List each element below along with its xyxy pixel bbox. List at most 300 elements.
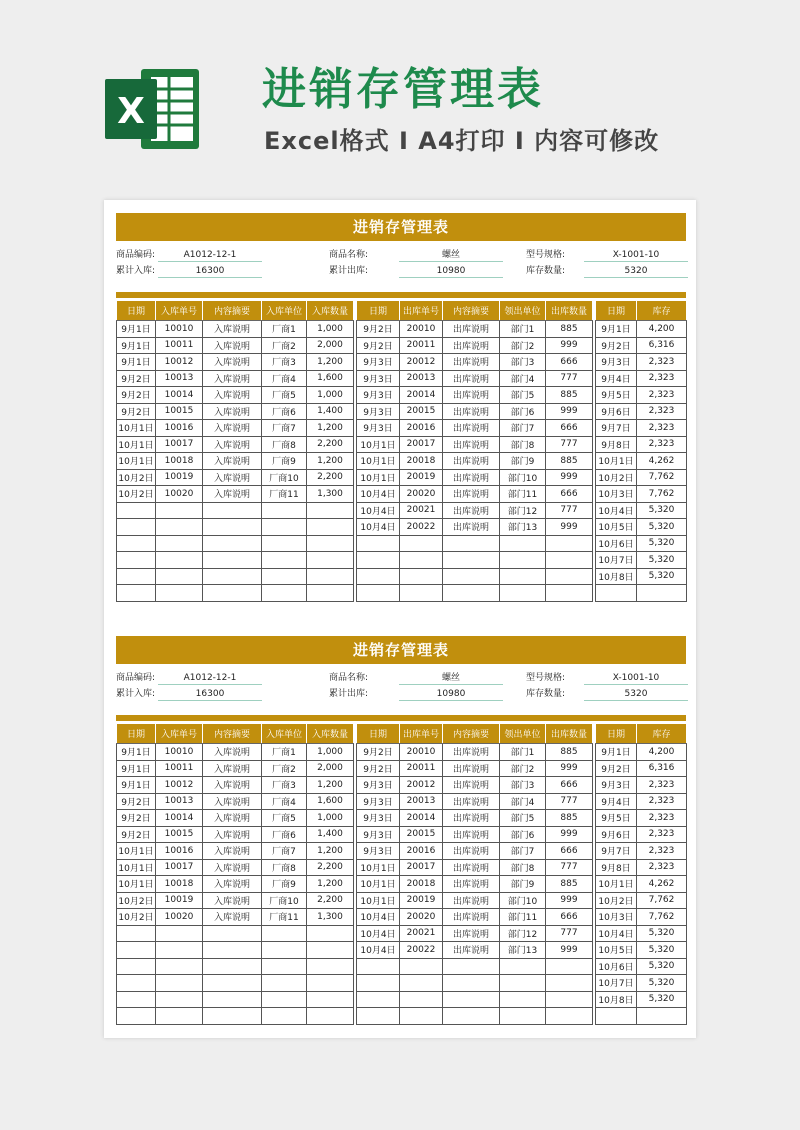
cell-department[interactable]: 部门11 [500, 486, 546, 503]
cell-stock[interactable]: 7,762 [637, 909, 687, 926]
cell-stock[interactable]: 5,320 [637, 925, 687, 942]
cell-date[interactable] [117, 991, 156, 1008]
cell-out-no[interactable]: 20016 [400, 843, 443, 860]
cell-summary[interactable]: 入库说明 [203, 420, 262, 437]
cell-out-no[interactable]: 20019 [400, 469, 443, 486]
cell-in-no[interactable]: 10017 [156, 436, 203, 453]
cell-supplier[interactable]: 厂商9 [262, 453, 307, 470]
cell-date[interactable]: 10月4日 [357, 942, 400, 959]
cell-stock[interactable]: 4,200 [637, 744, 687, 761]
cell-out-qty[interactable]: 777 [546, 370, 593, 387]
cell-date[interactable]: 10月1日 [357, 436, 400, 453]
cell-out-qty[interactable]: 666 [546, 843, 593, 860]
cell-summary[interactable]: 出库说明 [443, 777, 500, 794]
cell-in-qty[interactable]: 1,300 [307, 486, 354, 503]
cell-date[interactable] [117, 585, 156, 602]
name-value[interactable]: 螺丝 [399, 672, 503, 685]
cell-out-qty[interactable] [546, 585, 593, 602]
cell-supplier[interactable] [262, 958, 307, 975]
cell-out-no[interactable]: 20017 [400, 859, 443, 876]
cell-summary[interactable]: 出库说明 [443, 469, 500, 486]
cell-department[interactable]: 部门7 [500, 843, 546, 860]
cell-out-qty[interactable]: 999 [546, 519, 593, 536]
cell-date[interactable]: 9月3日 [596, 354, 637, 371]
cell-summary[interactable] [203, 958, 262, 975]
cell-out-no[interactable]: 20010 [400, 744, 443, 761]
cell-supplier[interactable] [262, 519, 307, 536]
cell-date[interactable] [117, 502, 156, 519]
cell-date[interactable]: 10月5日 [596, 942, 637, 959]
cell-department[interactable]: 部门9 [500, 453, 546, 470]
cell-date[interactable]: 9月3日 [357, 403, 400, 420]
cell-stock[interactable]: 2,323 [637, 354, 687, 371]
cell-date[interactable]: 10月1日 [357, 859, 400, 876]
cell-in-qty[interactable]: 1,400 [307, 403, 354, 420]
cell-supplier[interactable]: 厂商1 [262, 744, 307, 761]
cell-in-qty[interactable] [307, 958, 354, 975]
cell-date[interactable]: 9月1日 [117, 321, 156, 338]
cell-out-no[interactable]: 20013 [400, 370, 443, 387]
cell-out-qty[interactable]: 999 [546, 892, 593, 909]
cell-in-no[interactable] [156, 958, 203, 975]
cell-summary[interactable]: 出库说明 [443, 909, 500, 926]
cell-out-qty[interactable]: 666 [546, 909, 593, 926]
cell-in-qty[interactable]: 1,400 [307, 826, 354, 843]
cell-in-qty[interactable]: 2,200 [307, 436, 354, 453]
cell-summary[interactable]: 入库说明 [203, 370, 262, 387]
cell-out-qty[interactable]: 885 [546, 321, 593, 338]
cell-in-no[interactable] [156, 519, 203, 536]
cell-date[interactable]: 9月4日 [596, 793, 637, 810]
cell-summary[interactable] [443, 535, 500, 552]
cell-out-no[interactable]: 20017 [400, 436, 443, 453]
cell-out-qty[interactable]: 666 [546, 354, 593, 371]
cell-stock[interactable]: 5,320 [637, 535, 687, 552]
cell-out-qty[interactable]: 777 [546, 925, 593, 942]
cell-summary[interactable]: 出库说明 [443, 502, 500, 519]
cell-date[interactable]: 10月7日 [596, 975, 637, 992]
cell-date[interactable]: 9月2日 [357, 337, 400, 354]
cell-out-qty[interactable]: 999 [546, 942, 593, 959]
cell-supplier[interactable] [262, 1008, 307, 1025]
cell-out-no[interactable]: 20020 [400, 909, 443, 926]
cell-in-no[interactable] [156, 942, 203, 959]
cell-date[interactable]: 9月3日 [357, 810, 400, 827]
cell-out-no[interactable] [400, 535, 443, 552]
cell-date[interactable]: 10月1日 [117, 436, 156, 453]
cell-supplier[interactable] [262, 925, 307, 942]
name-value[interactable]: 螺丝 [399, 249, 503, 262]
cell-in-no[interactable]: 10013 [156, 793, 203, 810]
cell-date[interactable] [357, 991, 400, 1008]
cell-supplier[interactable] [262, 502, 307, 519]
cell-date[interactable] [117, 552, 156, 569]
cell-out-no[interactable] [400, 585, 443, 602]
cell-summary[interactable]: 出库说明 [443, 337, 500, 354]
cell-stock[interactable]: 2,323 [637, 777, 687, 794]
cell-date[interactable]: 10月3日 [596, 486, 637, 503]
cell-date[interactable]: 9月1日 [117, 777, 156, 794]
cell-stock[interactable]: 6,316 [637, 760, 687, 777]
cell-in-no[interactable]: 10017 [156, 859, 203, 876]
cell-department[interactable] [500, 958, 546, 975]
cell-in-qty[interactable] [307, 1008, 354, 1025]
cell-supplier[interactable]: 厂商6 [262, 826, 307, 843]
cell-in-no[interactable]: 10018 [156, 453, 203, 470]
cell-supplier[interactable]: 厂商2 [262, 337, 307, 354]
cell-in-qty[interactable] [307, 519, 354, 536]
cell-in-qty[interactable] [307, 535, 354, 552]
cell-in-no[interactable]: 10020 [156, 486, 203, 503]
cell-date[interactable]: 10月1日 [596, 876, 637, 893]
cell-summary[interactable]: 出库说明 [443, 744, 500, 761]
cell-stock[interactable]: 4,262 [637, 453, 687, 470]
in-total-value[interactable]: 16300 [158, 688, 262, 701]
cell-summary[interactable] [203, 502, 262, 519]
cell-stock[interactable]: 2,323 [637, 420, 687, 437]
cell-out-qty[interactable]: 666 [546, 420, 593, 437]
cell-summary[interactable]: 入库说明 [203, 810, 262, 827]
cell-date[interactable]: 9月2日 [117, 810, 156, 827]
cell-date[interactable] [596, 1008, 637, 1025]
cell-summary[interactable]: 入库说明 [203, 321, 262, 338]
cell-date[interactable] [117, 519, 156, 536]
cell-date[interactable]: 9月5日 [596, 810, 637, 827]
cell-supplier[interactable]: 厂商11 [262, 909, 307, 926]
cell-department[interactable]: 部门10 [500, 892, 546, 909]
cell-date[interactable] [357, 1008, 400, 1025]
cell-stock[interactable]: 5,320 [637, 958, 687, 975]
cell-out-qty[interactable]: 885 [546, 744, 593, 761]
cell-summary[interactable]: 入库说明 [203, 453, 262, 470]
cell-department[interactable]: 部门5 [500, 387, 546, 404]
cell-date[interactable]: 9月3日 [357, 793, 400, 810]
cell-stock[interactable]: 2,323 [637, 826, 687, 843]
cell-stock[interactable]: 5,320 [637, 552, 687, 569]
cell-summary[interactable]: 出库说明 [443, 453, 500, 470]
cell-stock[interactable]: 5,320 [637, 942, 687, 959]
cell-summary[interactable]: 入库说明 [203, 909, 262, 926]
cell-department[interactable]: 部门6 [500, 403, 546, 420]
cell-out-qty[interactable]: 999 [546, 469, 593, 486]
cell-out-qty[interactable] [546, 1008, 593, 1025]
cell-supplier[interactable] [262, 568, 307, 585]
cell-out-no[interactable] [400, 552, 443, 569]
cell-date[interactable]: 9月3日 [596, 777, 637, 794]
cell-summary[interactable] [203, 585, 262, 602]
cell-date[interactable]: 10月4日 [357, 502, 400, 519]
cell-summary[interactable] [443, 1008, 500, 1025]
cell-date[interactable]: 9月6日 [596, 826, 637, 843]
cell-in-qty[interactable]: 1,200 [307, 420, 354, 437]
cell-date[interactable]: 9月2日 [357, 744, 400, 761]
cell-out-qty[interactable] [546, 958, 593, 975]
cell-out-no[interactable] [400, 975, 443, 992]
cell-out-qty[interactable]: 885 [546, 876, 593, 893]
cell-date[interactable]: 9月3日 [357, 843, 400, 860]
cell-summary[interactable] [203, 535, 262, 552]
cell-out-qty[interactable]: 999 [546, 403, 593, 420]
cell-supplier[interactable]: 厂商8 [262, 436, 307, 453]
cell-date[interactable]: 9月2日 [117, 403, 156, 420]
cell-in-no[interactable] [156, 552, 203, 569]
cell-summary[interactable]: 入库说明 [203, 486, 262, 503]
cell-in-qty[interactable]: 1,200 [307, 876, 354, 893]
cell-in-qty[interactable] [307, 975, 354, 992]
cell-stock[interactable] [637, 1008, 687, 1025]
cell-summary[interactable]: 出库说明 [443, 859, 500, 876]
cell-in-qty[interactable]: 2,200 [307, 892, 354, 909]
cell-stock[interactable]: 2,323 [637, 436, 687, 453]
cell-department[interactable]: 部门5 [500, 810, 546, 827]
cell-summary[interactable]: 出库说明 [443, 519, 500, 536]
cell-in-qty[interactable]: 1,200 [307, 453, 354, 470]
cell-out-no[interactable]: 20012 [400, 354, 443, 371]
stock-value[interactable]: 5320 [584, 265, 688, 278]
stock-value[interactable]: 5320 [584, 688, 688, 701]
cell-in-no[interactable]: 10020 [156, 909, 203, 926]
cell-supplier[interactable] [262, 991, 307, 1008]
cell-summary[interactable]: 出库说明 [443, 892, 500, 909]
cell-department[interactable]: 部门11 [500, 909, 546, 926]
cell-date[interactable]: 10月4日 [357, 925, 400, 942]
cell-stock[interactable]: 7,762 [637, 892, 687, 909]
cell-department[interactable]: 部门6 [500, 826, 546, 843]
cell-date[interactable]: 10月4日 [596, 502, 637, 519]
cell-out-no[interactable] [400, 991, 443, 1008]
cell-summary[interactable]: 出库说明 [443, 925, 500, 942]
cell-date[interactable]: 9月8日 [596, 859, 637, 876]
cell-out-no[interactable]: 20019 [400, 892, 443, 909]
cell-in-qty[interactable]: 2,200 [307, 469, 354, 486]
cell-date[interactable]: 10月2日 [117, 909, 156, 926]
cell-summary[interactable] [443, 991, 500, 1008]
cell-out-qty[interactable] [546, 991, 593, 1008]
cell-date[interactable] [117, 535, 156, 552]
cell-summary[interactable]: 出库说明 [443, 370, 500, 387]
cell-out-no[interactable]: 20014 [400, 387, 443, 404]
cell-supplier[interactable]: 厂商10 [262, 469, 307, 486]
cell-in-qty[interactable]: 1,200 [307, 777, 354, 794]
cell-summary[interactable]: 入库说明 [203, 760, 262, 777]
cell-date[interactable]: 10月2日 [117, 486, 156, 503]
cell-out-no[interactable]: 20021 [400, 925, 443, 942]
cell-in-qty[interactable]: 1,000 [307, 744, 354, 761]
cell-date[interactable]: 10月2日 [117, 469, 156, 486]
cell-summary[interactable]: 入库说明 [203, 387, 262, 404]
cell-date[interactable]: 10月7日 [596, 552, 637, 569]
cell-in-no[interactable] [156, 568, 203, 585]
cell-out-no[interactable] [400, 568, 443, 585]
cell-date[interactable]: 9月2日 [117, 826, 156, 843]
cell-date[interactable]: 10月1日 [357, 453, 400, 470]
cell-date[interactable]: 10月2日 [596, 892, 637, 909]
code-value[interactable]: A1012-12-1 [158, 672, 262, 685]
cell-out-qty[interactable]: 999 [546, 760, 593, 777]
cell-summary[interactable]: 出库说明 [443, 403, 500, 420]
cell-supplier[interactable]: 厂商4 [262, 370, 307, 387]
cell-department[interactable]: 部门8 [500, 436, 546, 453]
cell-in-no[interactable]: 10013 [156, 370, 203, 387]
cell-stock[interactable]: 5,320 [637, 991, 687, 1008]
cell-in-qty[interactable] [307, 585, 354, 602]
cell-out-no[interactable]: 20010 [400, 321, 443, 338]
cell-date[interactable]: 9月5日 [596, 387, 637, 404]
cell-supplier[interactable]: 厂商5 [262, 387, 307, 404]
cell-in-no[interactable]: 10019 [156, 892, 203, 909]
cell-date[interactable]: 9月7日 [596, 420, 637, 437]
cell-in-qty[interactable]: 2,000 [307, 337, 354, 354]
cell-department[interactable]: 部门12 [500, 502, 546, 519]
cell-summary[interactable]: 入库说明 [203, 777, 262, 794]
out-total-value[interactable]: 10980 [399, 688, 503, 701]
cell-stock[interactable]: 2,323 [637, 810, 687, 827]
cell-in-no[interactable]: 10011 [156, 760, 203, 777]
cell-stock[interactable]: 7,762 [637, 486, 687, 503]
cell-summary[interactable] [443, 975, 500, 992]
cell-in-no[interactable]: 10018 [156, 876, 203, 893]
cell-department[interactable] [500, 535, 546, 552]
cell-date[interactable]: 9月1日 [117, 337, 156, 354]
cell-date[interactable]: 9月8日 [596, 436, 637, 453]
cell-summary[interactable]: 出库说明 [443, 826, 500, 843]
cell-summary[interactable]: 入库说明 [203, 859, 262, 876]
cell-date[interactable]: 9月3日 [357, 826, 400, 843]
cell-date[interactable] [357, 568, 400, 585]
cell-department[interactable] [500, 585, 546, 602]
cell-date[interactable]: 10月2日 [117, 892, 156, 909]
cell-in-qty[interactable] [307, 925, 354, 942]
cell-stock[interactable]: 2,323 [637, 859, 687, 876]
cell-out-no[interactable]: 20020 [400, 486, 443, 503]
cell-department[interactable]: 部门7 [500, 420, 546, 437]
cell-out-qty[interactable]: 885 [546, 453, 593, 470]
cell-stock[interactable]: 2,323 [637, 793, 687, 810]
cell-date[interactable] [117, 1008, 156, 1025]
cell-date[interactable]: 9月3日 [357, 387, 400, 404]
cell-summary[interactable]: 出库说明 [443, 876, 500, 893]
cell-out-no[interactable]: 20016 [400, 420, 443, 437]
cell-out-no[interactable]: 20021 [400, 502, 443, 519]
cell-supplier[interactable] [262, 535, 307, 552]
cell-in-no[interactable] [156, 502, 203, 519]
cell-summary[interactable]: 入库说明 [203, 337, 262, 354]
cell-supplier[interactable] [262, 552, 307, 569]
cell-summary[interactable] [203, 1008, 262, 1025]
cell-summary[interactable] [203, 975, 262, 992]
cell-summary[interactable]: 入库说明 [203, 354, 262, 371]
cell-in-no[interactable]: 10019 [156, 469, 203, 486]
cell-summary[interactable]: 入库说明 [203, 892, 262, 909]
cell-summary[interactable]: 入库说明 [203, 436, 262, 453]
cell-summary[interactable]: 出库说明 [443, 810, 500, 827]
cell-summary[interactable]: 出库说明 [443, 486, 500, 503]
cell-summary[interactable] [443, 585, 500, 602]
cell-date[interactable]: 9月7日 [596, 843, 637, 860]
cell-out-qty[interactable] [546, 552, 593, 569]
cell-in-no[interactable]: 10010 [156, 321, 203, 338]
cell-summary[interactable] [203, 519, 262, 536]
cell-summary[interactable] [203, 552, 262, 569]
cell-in-qty[interactable] [307, 568, 354, 585]
cell-out-no[interactable]: 20022 [400, 519, 443, 536]
cell-date[interactable]: 9月3日 [357, 777, 400, 794]
cell-supplier[interactable]: 厂商4 [262, 793, 307, 810]
cell-summary[interactable]: 出库说明 [443, 793, 500, 810]
cell-date[interactable]: 9月3日 [357, 370, 400, 387]
cell-out-qty[interactable] [546, 568, 593, 585]
cell-stock[interactable]: 5,320 [637, 975, 687, 992]
out-total-value[interactable]: 10980 [399, 265, 503, 278]
cell-date[interactable]: 9月2日 [117, 370, 156, 387]
cell-date[interactable]: 10月4日 [357, 909, 400, 926]
cell-out-qty[interactable]: 885 [546, 387, 593, 404]
cell-out-no[interactable] [400, 1008, 443, 1025]
cell-department[interactable]: 部门9 [500, 876, 546, 893]
cell-date[interactable]: 10月1日 [117, 859, 156, 876]
cell-date[interactable]: 10月6日 [596, 958, 637, 975]
cell-in-no[interactable]: 10015 [156, 403, 203, 420]
cell-supplier[interactable]: 厂商1 [262, 321, 307, 338]
cell-stock[interactable]: 4,200 [637, 321, 687, 338]
cell-department[interactable] [500, 568, 546, 585]
cell-in-no[interactable]: 10016 [156, 843, 203, 860]
cell-in-qty[interactable]: 2,200 [307, 859, 354, 876]
cell-in-qty[interactable]: 1,600 [307, 370, 354, 387]
cell-department[interactable]: 部门4 [500, 793, 546, 810]
cell-in-no[interactable]: 10014 [156, 810, 203, 827]
cell-out-no[interactable]: 20015 [400, 403, 443, 420]
cell-department[interactable]: 部门12 [500, 925, 546, 942]
cell-in-no[interactable] [156, 925, 203, 942]
cell-in-no[interactable]: 10016 [156, 420, 203, 437]
cell-out-qty[interactable]: 777 [546, 502, 593, 519]
model-value[interactable]: X-1001-10 [584, 672, 688, 685]
cell-out-qty[interactable]: 666 [546, 777, 593, 794]
cell-department[interactable]: 部门1 [500, 744, 546, 761]
cell-out-qty[interactable]: 885 [546, 810, 593, 827]
cell-in-qty[interactable] [307, 502, 354, 519]
cell-summary[interactable] [443, 958, 500, 975]
cell-date[interactable] [357, 958, 400, 975]
cell-stock[interactable]: 2,323 [637, 843, 687, 860]
cell-in-qty[interactable]: 1,000 [307, 321, 354, 338]
cell-summary[interactable]: 入库说明 [203, 793, 262, 810]
cell-date[interactable]: 10月1日 [117, 843, 156, 860]
cell-date[interactable] [357, 975, 400, 992]
cell-department[interactable]: 部门2 [500, 337, 546, 354]
cell-stock[interactable]: 5,320 [637, 568, 687, 585]
cell-out-no[interactable]: 20012 [400, 777, 443, 794]
cell-summary[interactable]: 入库说明 [203, 403, 262, 420]
cell-out-no[interactable]: 20014 [400, 810, 443, 827]
cell-in-qty[interactable]: 1,300 [307, 909, 354, 926]
cell-department[interactable]: 部门4 [500, 370, 546, 387]
cell-date[interactable] [117, 942, 156, 959]
cell-stock[interactable]: 2,323 [637, 387, 687, 404]
cell-out-no[interactable]: 20018 [400, 876, 443, 893]
cell-date[interactable]: 9月2日 [117, 793, 156, 810]
cell-date[interactable]: 9月2日 [117, 387, 156, 404]
cell-date[interactable]: 10月5日 [596, 519, 637, 536]
cell-summary[interactable] [203, 925, 262, 942]
cell-summary[interactable] [203, 942, 262, 959]
cell-out-qty[interactable] [546, 975, 593, 992]
cell-date[interactable]: 9月2日 [357, 321, 400, 338]
cell-department[interactable] [500, 991, 546, 1008]
cell-date[interactable]: 10月1日 [357, 892, 400, 909]
cell-summary[interactable] [443, 552, 500, 569]
